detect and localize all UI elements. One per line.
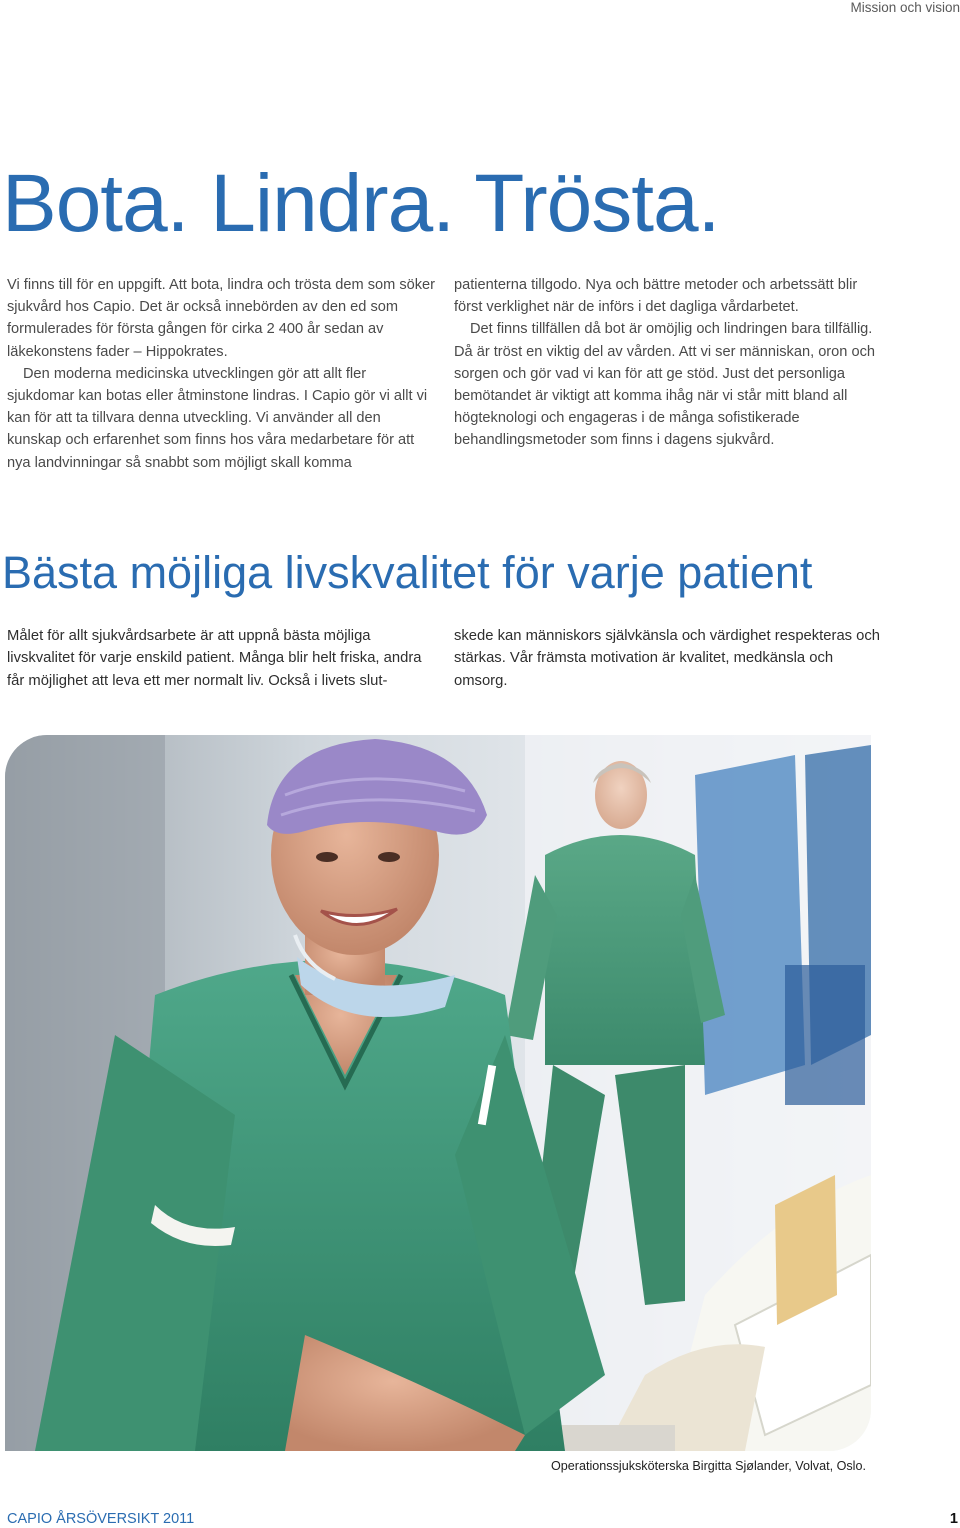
section-column-left xyxy=(7,625,437,692)
section-paragraph: Målet för allt sjukvårdsarbete är att uppnå bästa möjliga livskvalitet för varje enskild patient. Många blir helt friska, andra får möjlighet att leva ett mer normalt liv. Också i livets slut- xyxy=(7,628,422,689)
publication-title: CAPIO ÅRSÖVERSIKT 2011 xyxy=(7,1511,195,1527)
intro-paragraph: patienterna tillgodo. Nya och bättre metoder och arbetssätt blir först verklighet när de införs i det dagliga vårdarbetet. xyxy=(454,277,858,316)
photo-caption: Operationssjuksköterska Birgitta Sjølander, Volvat, Oslo. xyxy=(551,1459,866,1473)
intro-paragraph: Vi finns till för en uppgift. Att bota, lindra och trösta dem som söker sjukvård hos Capio. Det är också innebörden av den ed som formulerades för första gången för cirka 2 400 år sedan av läkekonstens fader – Hippokrates. xyxy=(7,277,436,360)
section-column-right xyxy=(454,625,884,692)
nurse-photo-illustration xyxy=(5,735,871,1451)
hero-title: Bota. Lindra. Trösta. xyxy=(2,158,720,249)
section-paragraph: skede kan människors självkänsla och värdighet respekteras och stärkas. Vår främsta motivation är kvalitet, medkänsla och omsorg. xyxy=(454,628,881,689)
intro-column-right xyxy=(454,274,884,452)
page-number: 1 xyxy=(949,1511,958,1527)
section-label: Mission och vision xyxy=(850,0,960,15)
nurse-photo xyxy=(5,735,871,1451)
section-heading: Bästa möjliga livskvalitet för varje patient xyxy=(2,547,813,598)
intro-paragraph: Den moderna medicinska utvecklingen gör att allt fler sjukdomar kan botas eller åtminstone lindras. I Capio gör vi allt vi kan för att ta tillvara denna utveckling. Vi använder all den kunskap och erfarenhet som finns hos våra medarbetare för att nya landvinningar så snabbt som möjligt skall komma xyxy=(7,365,428,471)
intro-column-left xyxy=(7,274,437,474)
intro-paragraph: Det finns tillfällen då bot är omöjlig och lindringen bara tillfällig. Då är tröst en viktig del av vården. Att vi ser människan, oron och sorgen och gör vad vi kan för att ge stöd. Just det personliga bemötandet är viktigt att komma ihåg när vi står mitt bland all högteknologi och engageras i de många sofistikerade behandlingsmetoder som finns i dagens sjukvård. xyxy=(454,321,875,449)
